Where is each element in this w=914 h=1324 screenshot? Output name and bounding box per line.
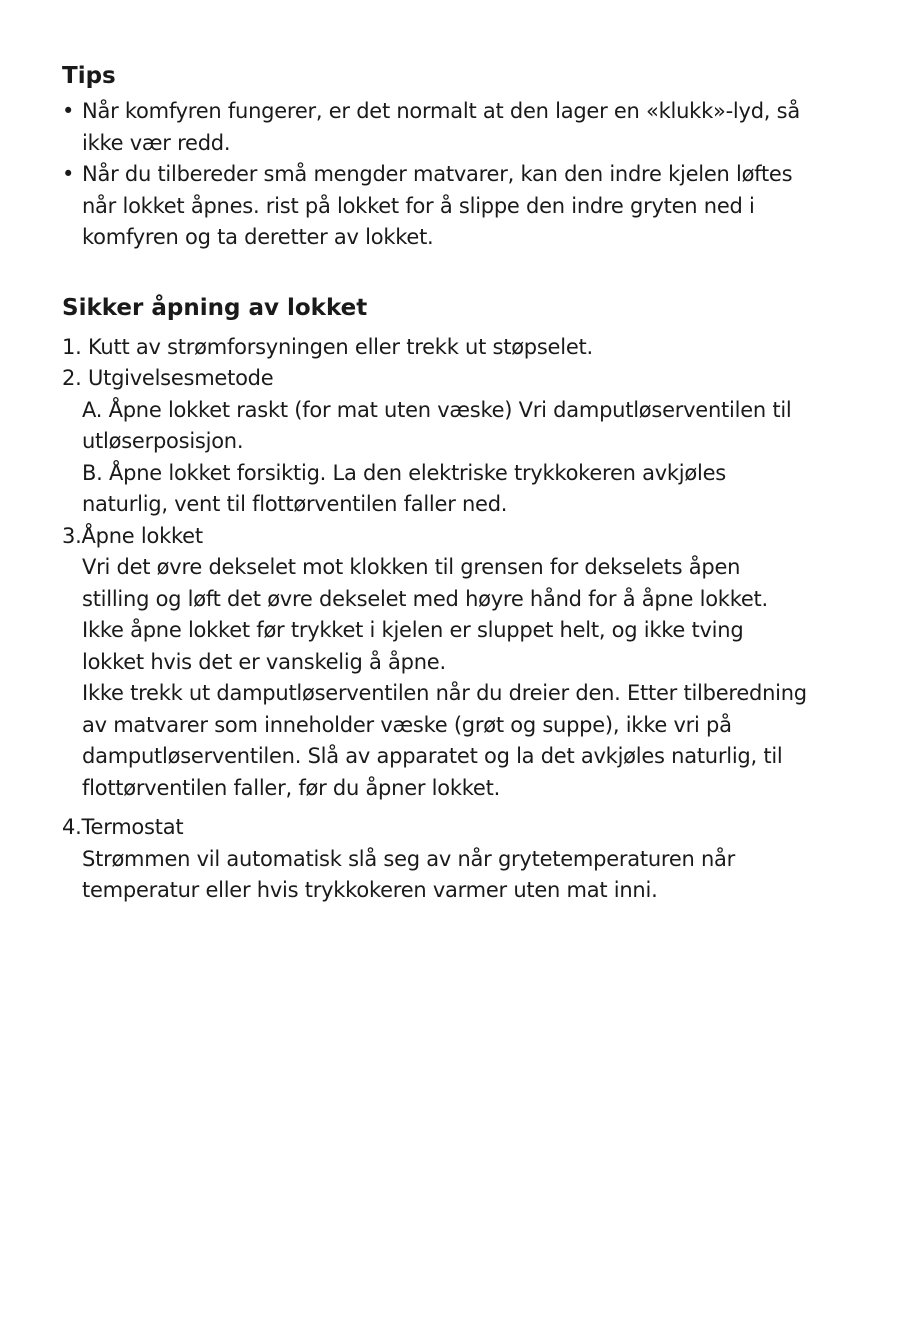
bullet-icon: •: [62, 99, 75, 123]
step-title: 2. Utgivelsesmetode: [62, 366, 274, 390]
step-line: utløserposisjon.: [82, 429, 244, 453]
tip-line: ikke vær redd.: [82, 130, 231, 155]
step-line: av matvarer som inneholder væske (grøt og suppe), ikke vri på: [82, 712, 732, 737]
tip-item: [62, 96, 864, 159]
bullet-icon: •: [62, 162, 75, 186]
step-2: [62, 363, 864, 521]
step-line: Ikke åpne lokket før trykket i kjelen er sluppet helt, og ikke tving: [82, 618, 744, 642]
safe-opening-heading: Sikker åpning av lokket: [62, 294, 368, 321]
tip-line: Når komfyren fungerer, er det normalt at den lager en «klukk»-lyd, så: [82, 99, 800, 123]
step-3: [62, 521, 864, 805]
tip-item: [62, 159, 864, 254]
step-line: damputløserventilen. Slå av apparatet og la det avkjøles naturlig, til: [82, 744, 783, 768]
step-line: stilling og løft det øvre dekselet med høyre hånd for å åpne lokket.: [82, 586, 768, 611]
step-line: Vri det øvre dekselet mot klokken til grensen for dekselets åpen: [82, 555, 741, 579]
step-title: 4.Termostat: [62, 815, 184, 839]
tips-list: [62, 96, 864, 254]
step-line: flottørventilen faller, før du åpner lokket.: [82, 775, 501, 800]
tips-heading: Tips: [62, 63, 116, 89]
step-line: A. Åpne lokket raskt (for mat uten væske) Vri damputløserventilen til: [82, 397, 792, 422]
step-line: Ikke trekk ut damputløserventilen når du dreier den. Etter tilberedning: [82, 681, 807, 705]
step-1: [62, 332, 864, 364]
tip-line: Når du tilbereder små mengder matvarer, kan den indre kjelen løftes: [82, 162, 793, 186]
step-line: B. Åpne lokket forsiktig. La den elektriske trykkokeren avkjøles: [82, 460, 726, 485]
step-line: lokket hvis det er vanskelig å åpne.: [82, 649, 446, 674]
step-title: 1. Kutt av strømforsyningen eller trekk ut støpselet.: [62, 334, 593, 359]
step-line: naturlig, vent til flottørventilen faller ned.: [82, 492, 508, 516]
step-line: Strømmen vil automatisk slå seg av når grytetemperaturen når: [82, 846, 736, 871]
tip-line: når lokket åpnes. rist på lokket for å slippe den indre gryten ned i: [82, 193, 755, 218]
step-line: temperatur eller hvis trykkokeren varmer uten mat inni.: [82, 878, 658, 902]
tip-line: komfyren og ta deretter av lokket.: [82, 225, 434, 249]
step-title: 3.Åpne lokket: [62, 523, 203, 548]
safe-opening-steps: [62, 332, 864, 907]
step-4: [62, 812, 864, 907]
